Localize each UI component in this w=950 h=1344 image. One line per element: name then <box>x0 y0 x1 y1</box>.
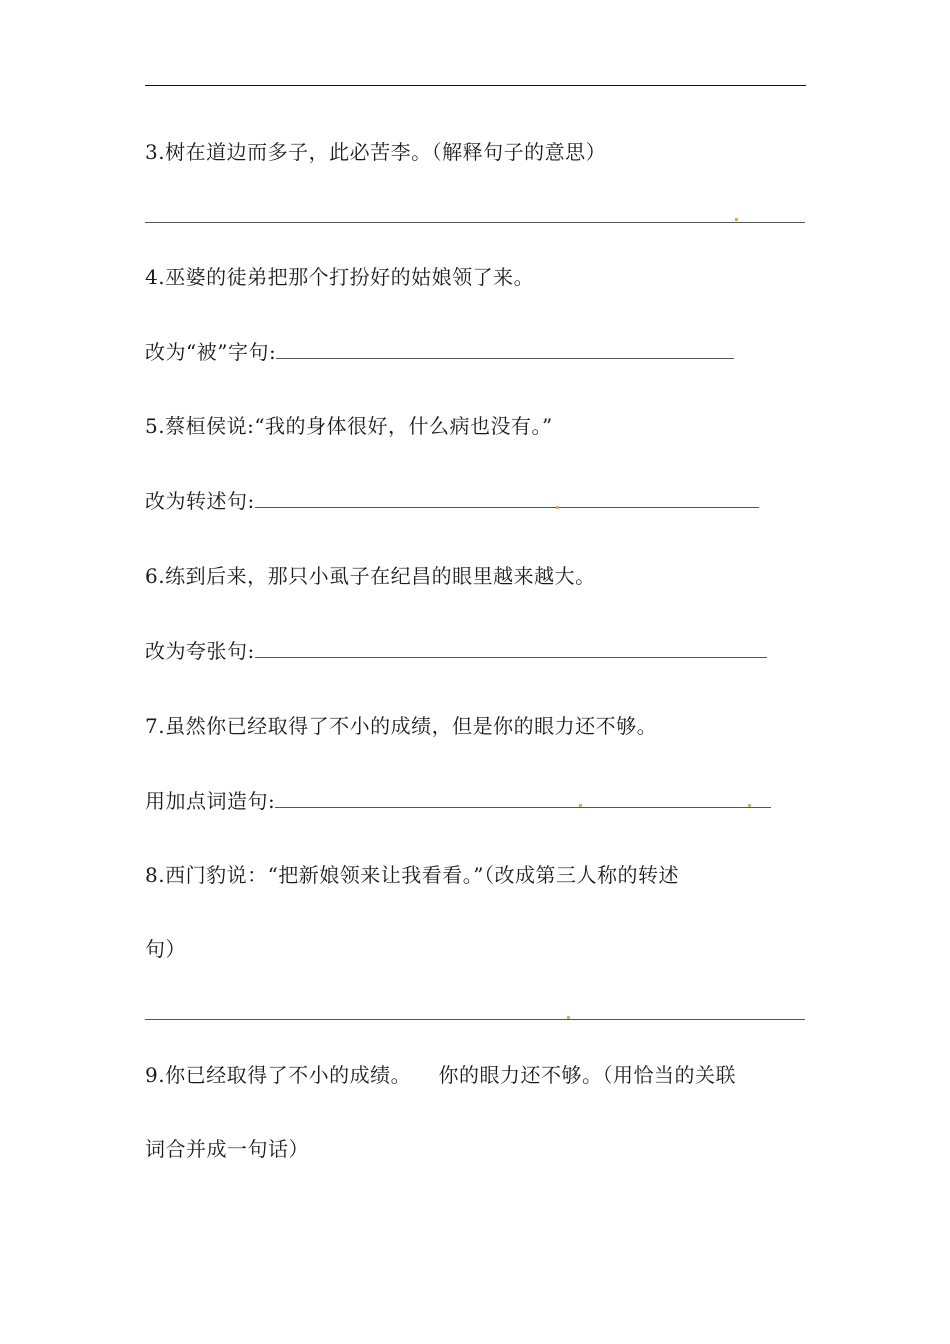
decorative-dot <box>567 1016 570 1019</box>
question-6: 6.练到后来，那只小虱子在纪昌的眼里越来越大。 <box>145 564 596 588</box>
prompt-4-row <box>145 338 734 366</box>
prompt-6-row <box>145 637 767 665</box>
question-4: 4.巫婆的徒弟把那个打扮好的姑娘领了来。 <box>145 265 535 289</box>
question-3: 3.树在道边而多子，此必苦李。（解释句子的意思） <box>145 140 607 164</box>
prompt-4: 改为“被”字句: <box>145 340 277 364</box>
answer-line-6[interactable] <box>255 639 767 658</box>
prompt-5: 改为转述句: <box>145 489 255 513</box>
answer-line-8[interactable] <box>145 1019 805 1020</box>
decorative-dot <box>556 506 559 509</box>
answer-line-3[interactable] <box>145 222 805 223</box>
prompt-6: 改为夸张句: <box>145 639 255 663</box>
prompt-7: 用加点词造句: <box>145 789 276 813</box>
header-rule <box>145 85 806 86</box>
prompt-5-row <box>145 487 759 515</box>
decorative-dot <box>748 804 751 807</box>
decorative-dot <box>735 218 738 221</box>
prompt-7-row <box>145 787 771 815</box>
answer-line-7[interactable] <box>275 789 771 808</box>
question-8-line-2: 句） <box>145 937 186 961</box>
question-5: 5.蔡桓侯说:“我的身体很好，什么病也没有。” <box>145 414 553 438</box>
question-9-line-1: 9.你已经取得了不小的成绩。 你的眼力还不够。（用恰当的关联 <box>145 1063 737 1087</box>
answer-line-4[interactable] <box>276 340 734 359</box>
question-7: 7.虽然你已经取得了不小的成绩，但是你的眼力还不够。 <box>145 714 658 738</box>
answer-line-5[interactable] <box>255 489 759 508</box>
decorative-dot <box>579 804 582 807</box>
question-8-line-1: 8.西门豹说：“把新娘领来让我看看。”（改成第三人称的转述 <box>145 863 680 887</box>
question-9-line-2: 词合并成一句话） <box>145 1137 309 1161</box>
